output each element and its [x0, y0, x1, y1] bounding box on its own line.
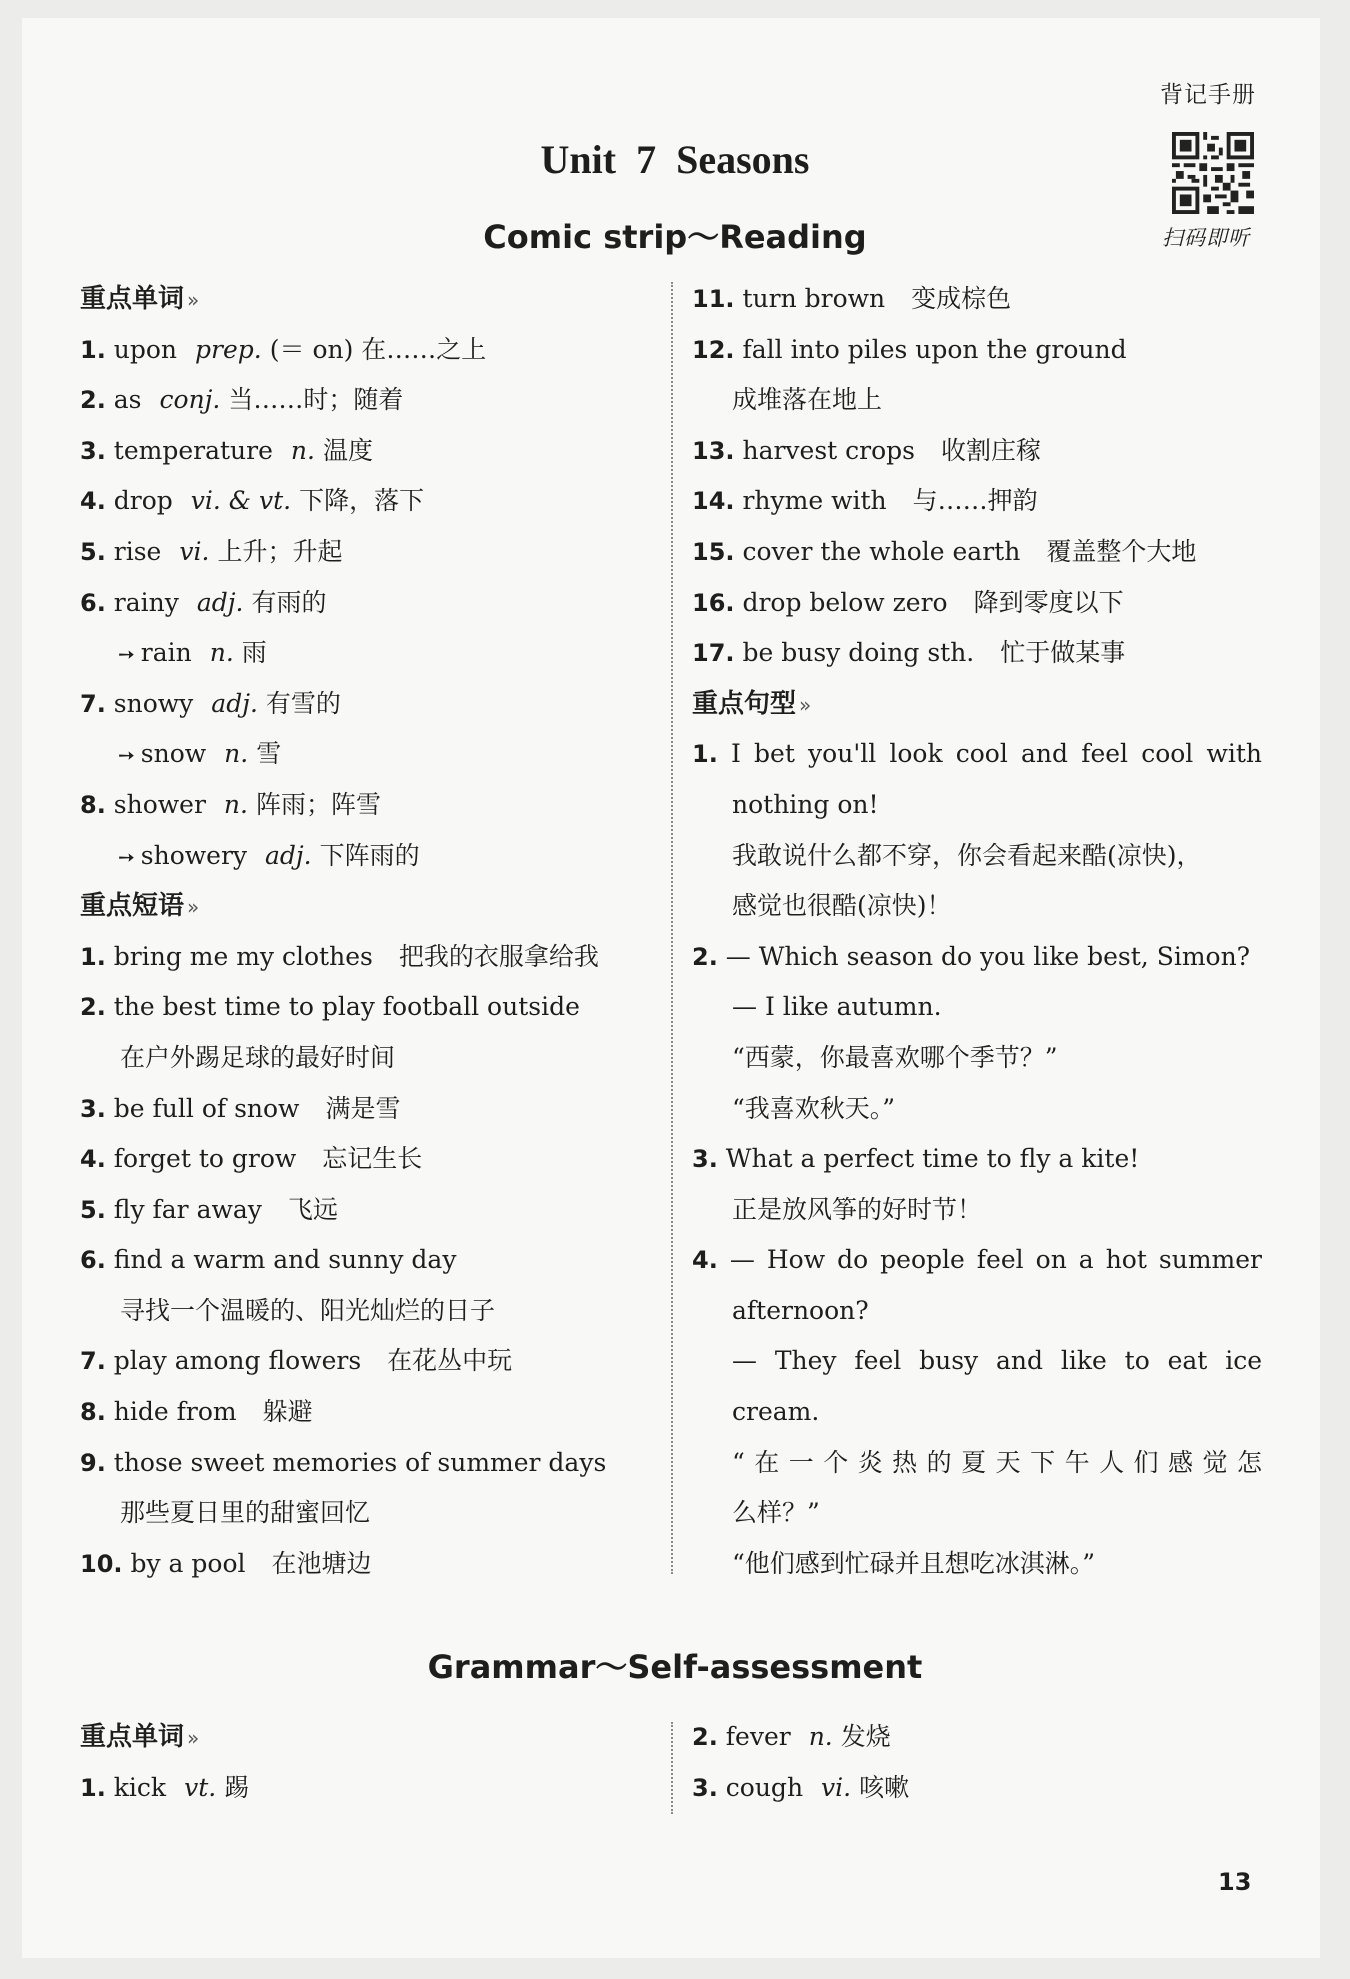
sentence-cn: 我敢说什么都不穿，你会看起来酷(凉快)，	[732, 840, 1202, 870]
list-item: 8. hide from 躲避	[80, 1397, 313, 1427]
list-item-meaning: 在户外踢足球的最好时间	[120, 1042, 396, 1072]
list-item: 16. drop below zero 降到零度以下	[692, 587, 1124, 617]
list-item: 14. rhyme with 与……押韵	[692, 486, 1038, 516]
unit-title: Unit 7 Seasons	[540, 137, 810, 182]
list-item-meaning: 那些夏日里的甜蜜回忆	[120, 1498, 371, 1528]
sentence-cn: “他们感到忙碌并且想吃冰淇淋。”	[732, 1548, 1096, 1578]
arrow-right-icon: ➙	[118, 743, 135, 768]
key-words-heading: 重点单词 »	[80, 284, 200, 314]
sentence-en: 3. What a perfect time to fly a kite!	[692, 1144, 1140, 1174]
qr-caption: 扫码即听	[1162, 226, 1250, 250]
list-item-derived: ➙ snow n. 雪	[118, 739, 282, 769]
sentence-cn: 正是放风筝的好时节！	[732, 1194, 983, 1224]
list-item: 5. fly far away 飞远	[80, 1194, 338, 1224]
arrow-right-icon: ➙	[118, 642, 135, 667]
sentence-en: 4. — How do people feel on a hot summer	[692, 1245, 1262, 1275]
list-item: 11. turn brown 变成棕色	[692, 284, 1012, 313]
right-column	[692, 274, 1262, 1589]
list-item: 3. temperature n. 温度	[80, 435, 373, 465]
sentence-en-cont: — I like autumn.	[732, 992, 942, 1022]
list-item: 7. snowy adj. 有雪的	[80, 688, 341, 718]
handbook-label: 背记手册	[1160, 82, 1256, 108]
list-item: 3. be full of snow 满是雪	[80, 1093, 401, 1123]
arrow-right-icon: ➙	[118, 844, 135, 869]
sentence-en-cont: nothing on!	[732, 789, 879, 819]
right-column-grammar	[692, 1712, 1262, 1813]
list-item: 13. harvest crops 收割庄稼	[692, 435, 1042, 465]
left-column-grammar	[80, 1712, 655, 1813]
sentence-en: 2. — Which season do you like best, Simon?	[692, 941, 1251, 971]
sentence-en-cont: — They feel busy and like to eat ice	[732, 1346, 1262, 1376]
key-sentences-heading: 重点句型 »	[692, 688, 812, 719]
list-item: 6. find a warm and sunny day	[80, 1245, 457, 1275]
sentence-en: 1. I bet you'll look cool and feel cool with	[692, 739, 1262, 769]
left-column	[80, 274, 655, 1589]
list-item: 12. fall into piles upon the ground	[692, 334, 1127, 364]
list-item: 4. forget to grow 忘记生长	[80, 1144, 423, 1174]
sentence-en-cont: afternoon?	[732, 1295, 869, 1325]
list-item: 2. as conj. 当……时；随着	[80, 385, 404, 415]
list-item: 4. drop vi. & vt. 下降，落下	[80, 486, 425, 516]
list-item-derived: ➙ rain n. 雨	[118, 638, 267, 668]
list-item: 9. those sweet memories of summer days	[80, 1447, 607, 1477]
page-number: 13	[1218, 1868, 1252, 1896]
list-item: 1. kick vt. 踢	[80, 1772, 250, 1802]
list-item: 8. shower n. 阵雨；阵雪	[80, 789, 381, 819]
sentence-cn: “西蒙，你最喜欢哪个季节？”	[732, 1042, 1058, 1072]
section-title-comic-reading: Comic strip～Reading	[483, 218, 867, 256]
column-divider	[671, 1722, 673, 1814]
list-item: 15. cover the whole earth 覆盖整个大地	[692, 536, 1197, 566]
list-item: 1. bring me my clothes 把我的衣服拿给我	[80, 941, 599, 971]
column-divider	[671, 282, 673, 1574]
sentence-cn: “在一个炎热的夏天下午人们感觉怎	[732, 1447, 1262, 1477]
sentence-en-cont: cream.	[732, 1397, 820, 1427]
sentence-cn: 感觉也很酷(凉快)！	[732, 891, 952, 921]
list-item-meaning: 成堆落在地上	[732, 385, 883, 415]
list-item: 7. play among flowers 在花丛中玩	[80, 1346, 513, 1376]
list-item-derived: ➙ showery adj. 下阵雨的	[118, 840, 420, 870]
list-item: 2. fever n. 发烧	[692, 1722, 891, 1751]
list-item: 1. upon prep. (＝ on) 在……之上	[80, 334, 487, 364]
list-item: 3. cough vi. 咳嗽	[692, 1772, 910, 1802]
list-item-meaning: 寻找一个温暖的、阳光灿烂的日子	[120, 1295, 496, 1325]
list-item: 17. be busy doing sth. 忙于做某事	[692, 638, 1126, 668]
list-item: 2. the best time to play football outside	[80, 992, 580, 1022]
list-item: 10. by a pool 在池塘边	[80, 1548, 372, 1578]
list-item: 5. rise vi. 上升；升起	[80, 536, 343, 566]
list-item: 6. rainy adj. 有雨的	[80, 587, 327, 617]
section-title-grammar: Grammar～Self-assessment	[427, 1648, 923, 1686]
key-words-heading-grammar: 重点单词 »	[80, 1722, 200, 1752]
sentence-cn: 么样？”	[732, 1498, 820, 1528]
sentence-cn: “我喜欢秋天。”	[732, 1093, 896, 1123]
key-phrases-heading: 重点短语 »	[80, 891, 200, 922]
